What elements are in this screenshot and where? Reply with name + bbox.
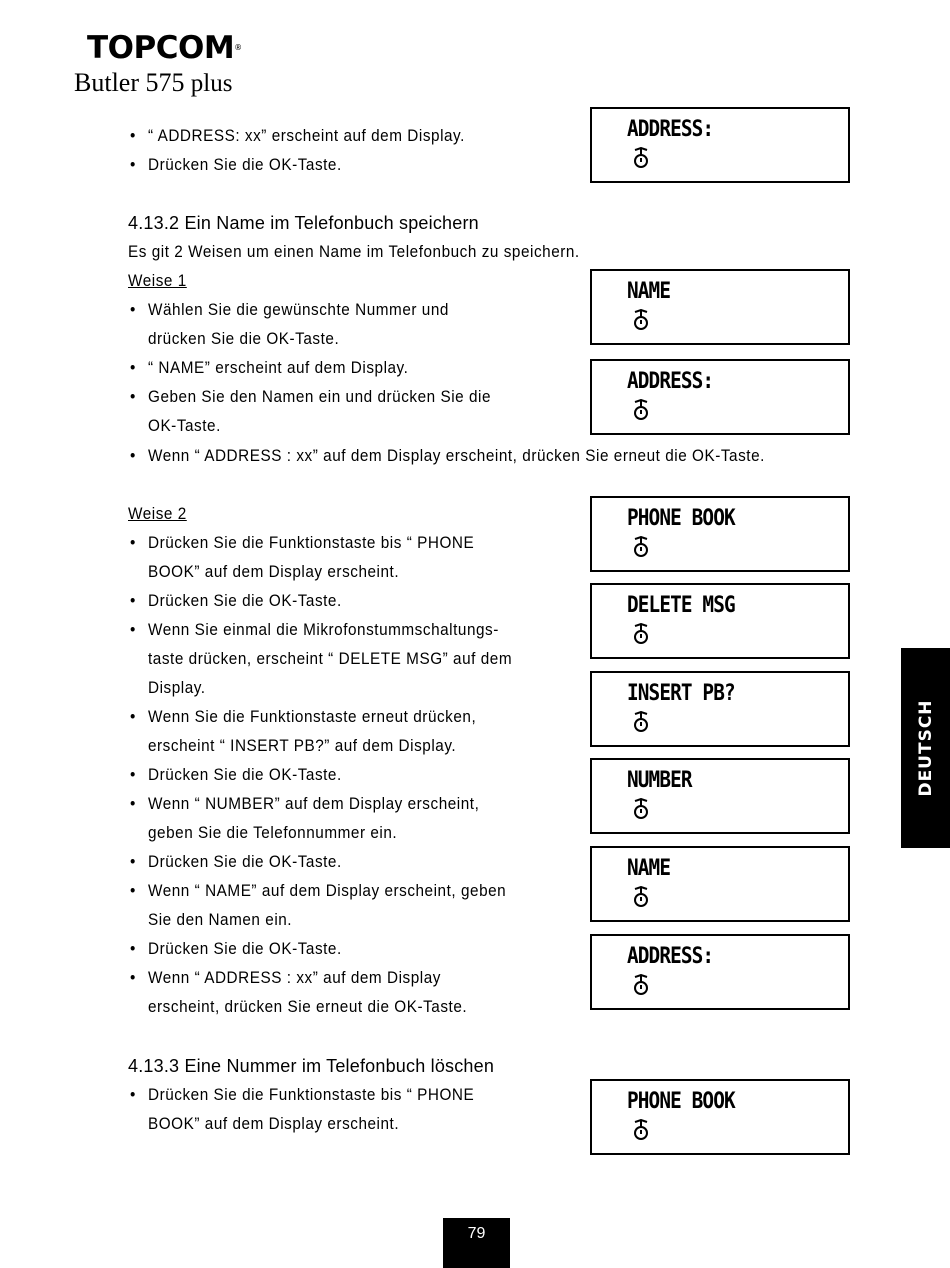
- bullet-item: • Drücken Sie die Funktionstaste bis “ PHONE: [148, 533, 474, 553]
- lcd-text: ADDRESS:: [627, 944, 714, 969]
- model-name: Butler 575 plus: [74, 68, 233, 97]
- way-label: Weise 1: [128, 271, 187, 290]
- lcd-text: PHONE BOOK: [627, 1089, 735, 1114]
- lcd-text: NAME: [627, 856, 671, 881]
- handset-off-hook-icon: [632, 536, 650, 558]
- language-tab-label: DEUTSCH: [915, 699, 936, 797]
- section-heading: 4.13.2 Ein Name im Telefonbuch speichern: [128, 213, 479, 233]
- lcd-display: [590, 107, 850, 183]
- lcd-text: INSERT PB?: [627, 681, 735, 706]
- bullet-item: • Wenn “ NUMBER” auf dem Display erscheint,: [148, 794, 479, 814]
- lcd-text: ADDRESS:: [627, 369, 714, 394]
- handset-off-hook-icon: [632, 623, 650, 645]
- page-number: 79: [443, 1218, 510, 1268]
- lcd-display: [590, 846, 850, 922]
- bullet-item: • Wählen Sie die gewünschte Nummer und: [148, 300, 449, 320]
- lcd-text: ADDRESS:: [627, 117, 714, 142]
- bullet-continuation: Display.: [148, 678, 206, 697]
- bullet-item: • Wenn Sie einmal die Mikrofonstummschaltungs-: [148, 620, 499, 640]
- handset-off-hook-icon: [632, 798, 650, 820]
- handset-off-hook-icon: [632, 309, 650, 331]
- bullet-item: • “ NAME” erscheint auf dem Display.: [148, 358, 408, 378]
- lcd-display: [590, 934, 850, 1010]
- handset-off-hook-icon: [632, 974, 650, 996]
- bullet-item: • Wenn “ NAME” auf dem Display erscheint, geben: [148, 881, 506, 901]
- handset-off-hook-icon: [632, 1119, 650, 1141]
- bullet-continuation: taste drücken, erscheint “ DELETE MSG” auf dem: [148, 649, 513, 668]
- bullet-item: • Geben Sie den Namen ein und drücken Sie die: [148, 387, 491, 407]
- bullet-continuation: OK-Taste.: [148, 416, 221, 435]
- lcd-display: [590, 758, 850, 834]
- bullet-continuation: geben Sie die Telefonnummer ein.: [148, 823, 398, 842]
- lcd-text: NAME: [627, 279, 671, 304]
- bullet-item: • Drücken Sie die OK-Taste.: [148, 591, 342, 611]
- bullet-continuation: BOOK” auf dem Display erscheint.: [148, 1114, 400, 1133]
- lcd-display: [590, 1079, 850, 1155]
- handset-off-hook-icon: [632, 711, 650, 733]
- lcd-text: PHONE BOOK: [627, 506, 735, 531]
- lcd-display: [590, 583, 850, 659]
- bullet-continuation: BOOK” auf dem Display erscheint.: [148, 562, 400, 581]
- lcd-display: [590, 496, 850, 572]
- section-heading: 4.13.3 Eine Nummer im Telefonbuch löschen: [128, 1056, 495, 1076]
- bullet-continuation: erscheint “ INSERT PB?” auf dem Display.: [148, 736, 457, 755]
- bullet-item: • Drücken Sie die OK-Taste.: [148, 765, 342, 785]
- intro-text: Es git 2 Weisen um einen Name im Telefonbuch zu speichern.: [128, 242, 580, 261]
- bullet-continuation: drücken Sie die OK-Taste.: [148, 329, 340, 348]
- lcd-text: NUMBER: [627, 768, 692, 793]
- bullet-item: • Wenn “ ADDRESS : xx” auf dem Display: [148, 968, 441, 988]
- bullet-item: • Wenn “ ADDRESS : xx” auf dem Display erscheint, drücken Sie erneut die OK-Taste.: [148, 446, 765, 466]
- bullet-item: • Drücken Sie die OK-Taste.: [148, 852, 342, 872]
- lcd-display: [590, 671, 850, 747]
- bullet-item: • “ ADDRESS: xx” erscheint auf dem Display.: [148, 126, 465, 146]
- bullet-item: • Drücken Sie die Funktionstaste bis “ PHONE: [148, 1085, 474, 1105]
- bullet-item: • Wenn Sie die Funktionstaste erneut drücken,: [148, 707, 476, 727]
- bullet-continuation: Sie den Namen ein.: [148, 910, 293, 929]
- way-label: Weise 2: [128, 504, 187, 523]
- bullet-item: • Drücken Sie die OK-Taste.: [148, 939, 342, 959]
- bullet-item: • Drücken Sie die OK-Taste.: [148, 155, 342, 175]
- handset-off-hook-icon: [632, 147, 650, 169]
- brand-logo: TOPCOM®: [87, 30, 242, 66]
- lcd-text: DELETE MSG: [627, 593, 735, 618]
- lcd-display: [590, 269, 850, 345]
- lcd-display: [590, 359, 850, 435]
- handset-off-hook-icon: [632, 886, 650, 908]
- language-tab: [901, 648, 950, 848]
- bullet-continuation: erscheint, drücken Sie erneut die OK-Taste.: [148, 997, 468, 1016]
- handset-off-hook-icon: [632, 399, 650, 421]
